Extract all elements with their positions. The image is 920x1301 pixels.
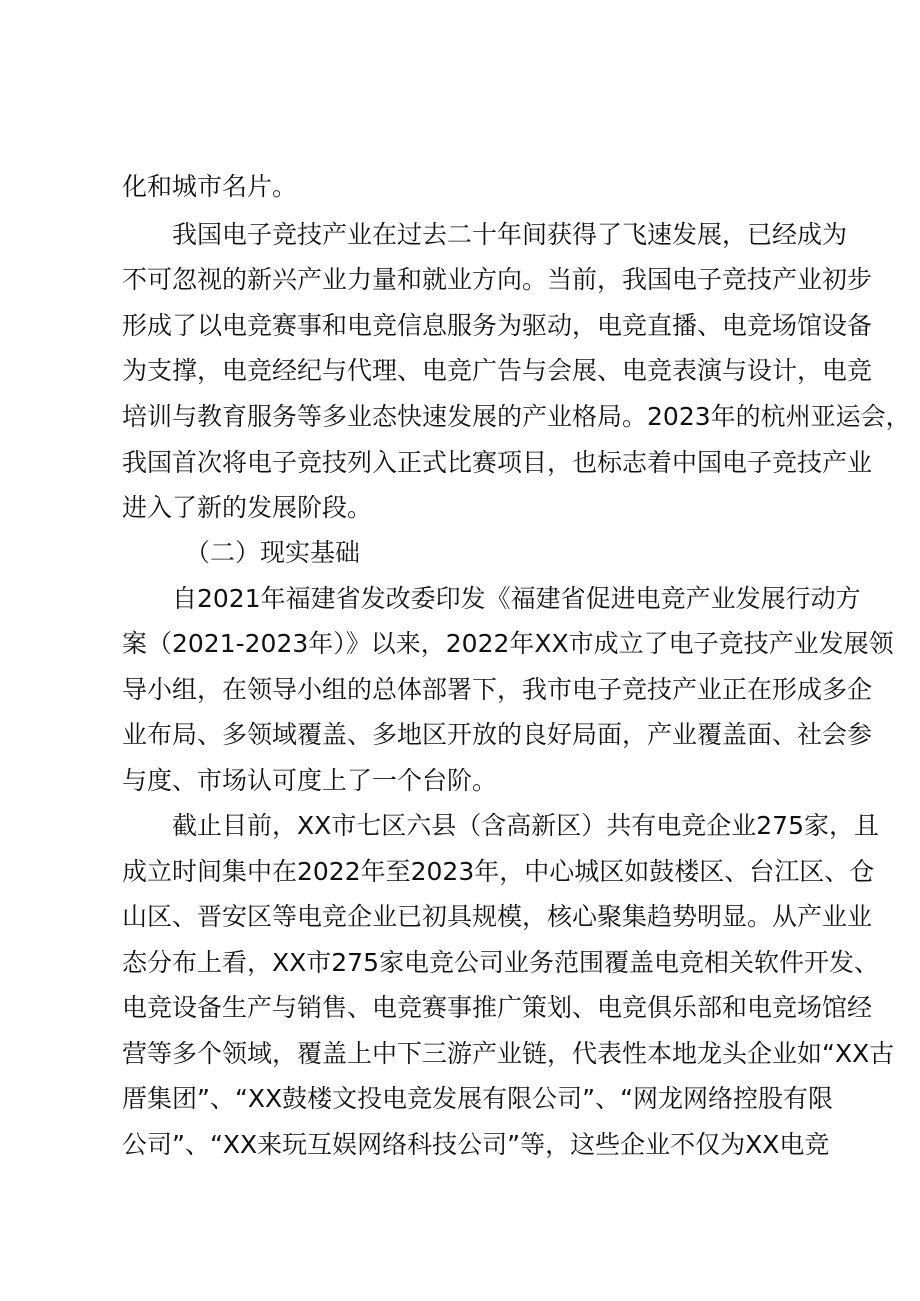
paragraph-line: 山区、晋安区等电竞企业已初具规模，核心聚集趋势明显。从产业业 [122,902,873,931]
paragraph-line: 截止目前，XX市七区六县（含高新区）共有电竞企业275家，且 [172,811,879,840]
paragraph-line: 不可忽视的新兴产业力量和就业方向。当前，我国电子竞技产业初步 [122,265,873,294]
paragraph-line: 自2021年福建省发改委印发《福建省促进电竞产业发展行动方 [172,584,861,613]
paragraph-line: 成立时间集中在2022年至2023年，中心城区如鼓楼区、台江区、仓 [122,857,875,886]
paragraph-line: 我国首次将电子竞技列入正式比赛项目，也标志着中国电子竞技产业 [122,448,873,477]
paragraph-line: 培训与教育服务等多业态快速发展的产业格局。2023年的杭州亚运会， [122,402,911,431]
paragraph-line: 态分布上看，XX市275家电竞公司业务范围覆盖电竞相关软件开发、 [122,948,879,977]
section-heading: （二）现实基础 [185,538,361,567]
paragraph-line: 业布局、多领域覆盖、多地区开放的良好局面，产业覆盖面、社会参 [122,720,873,749]
paragraph-line: 为支撑，电竞经纪与代理、电竞广告与会展、电竞表演与设计，电竞 [122,356,873,385]
paragraph-line: 公司”、“XX来玩互娱网络科技公司”等，这些企业不仅为XX电竞 [122,1130,830,1159]
paragraph-line: 化和城市名片。 [122,172,298,201]
paragraph-line: 案（2021-2023年）》以来，2022年XX市成立了电子竞技产业发展领 [122,629,894,658]
paragraph-line: 形成了以电竞赛事和电竞信息服务为驱动，电竞直播、电竞场馆设备 [122,311,873,340]
paragraph-line: 营等多个领域，覆盖上中下三游产业链，代表性本地龙头企业如“XX古 [122,1039,895,1068]
paragraph-line: 与度、市场认可度上了一个台阶。 [122,766,498,795]
paragraph-line: 电竞设备生产与销售、电竞赛事推广策划、电竞俱乐部和电竞场馆经 [122,993,873,1022]
paragraph-line: 厝集团”、“XX鼓楼文投电竞发展有限公司”、“网龙网络控股有限 [122,1084,834,1113]
paragraph-line: 导小组，在领导小组的总体部署下，我市电子竞技产业正在形成多企 [122,675,873,704]
paragraph-line: 进入了新的发展阶段。 [122,493,373,522]
paragraph-line: 我国电子竞技产业在过去二十年间获得了飞速发展，已经成为 [172,220,848,249]
